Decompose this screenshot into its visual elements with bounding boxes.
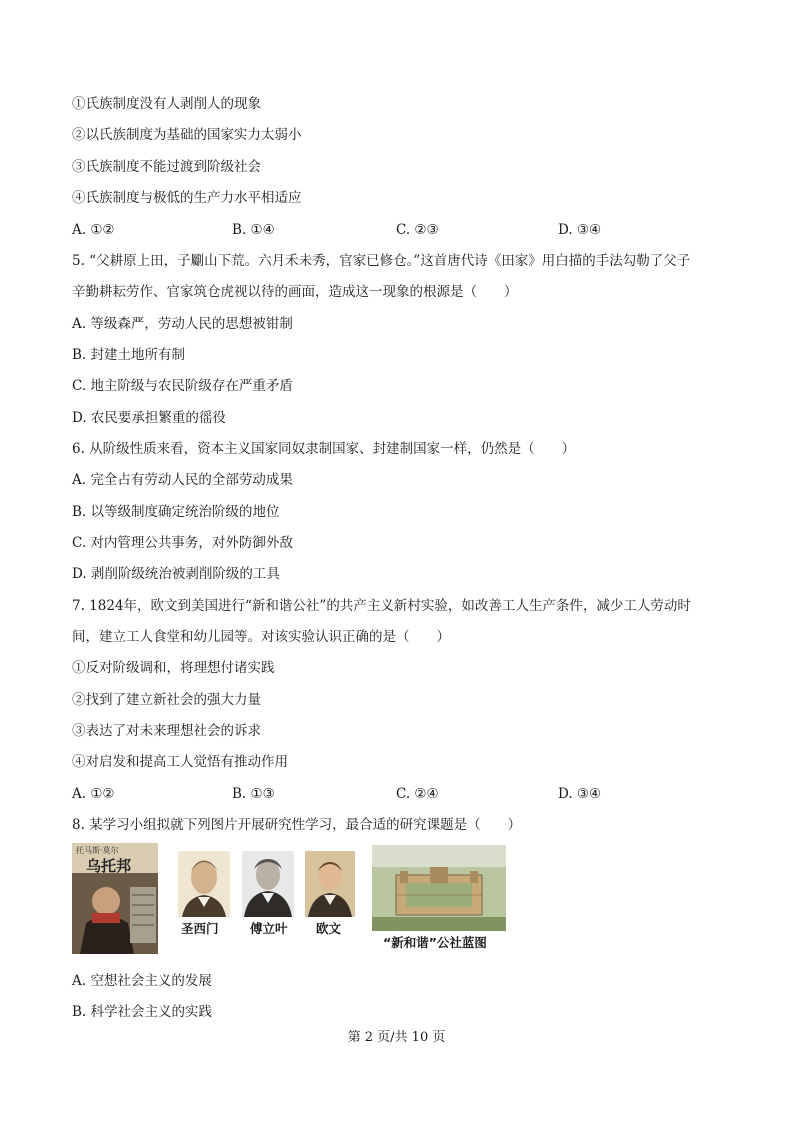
caption-new-harmony-blueprint: “新和谐”公社蓝图 [383, 935, 487, 950]
caption-fourier: 傅立叶 [250, 921, 288, 936]
q6-option-c[interactable]: C. 对内管理公共事务，对外防御外敌 [72, 535, 293, 551]
q7-item-4: ④对启发和提高工人觉悟有推动作用 [72, 754, 288, 770]
book-title-label: 乌托邦 [86, 857, 132, 875]
q8-option-a[interactable]: A. 空想社会主义的发展 [72, 973, 212, 989]
q4-option-b[interactable]: B. ①④ [232, 222, 275, 238]
q5-option-d[interactable]: D. 农民要承担繁重的徭役 [72, 410, 226, 426]
q7-item-3: ③表达了对未来理想社会的诉求 [72, 723, 261, 739]
q5-option-c[interactable]: C. 地主阶级与农民阶级存在严重矛盾 [72, 378, 293, 394]
q5-option-a[interactable]: A. 等级森严，劳动人民的思想被钳制 [72, 316, 293, 332]
q5-stem-line-2: 辛勤耕耘劳作、官家筑仓虎视以待的画面，造成这一现象的根源是（ ） [72, 284, 518, 300]
q8-option-b[interactable]: B. 科学社会主义的实践 [72, 1004, 213, 1020]
q4-option-c[interactable]: C. ②③ [396, 222, 439, 238]
q6-option-d[interactable]: D. 剥削阶级统治被剥削阶级的工具 [72, 566, 280, 582]
q4-item-3: ③氏族制度不能过渡到阶级社会 [72, 159, 261, 175]
q6-option-b[interactable]: B. 以等级制度确定统治阶级的地位 [72, 504, 280, 520]
q4-item-2: ②以氏族制度为基础的国家实力太弱小 [72, 127, 302, 143]
caption-saint-simon: 圣西门 [181, 921, 219, 936]
q8-stem: 8. 某学习小组拟就下列图片开展研究性学习，最合适的研究课题是（ ） [72, 817, 522, 833]
q5-option-b[interactable]: B. 封建土地所有制 [72, 347, 186, 363]
q7-item-2: ②找到了建立新社会的强大力量 [72, 692, 261, 708]
q7-option-a[interactable]: A. ①② [72, 786, 115, 802]
book-author-label: 托马斯·莫尔 [76, 846, 119, 855]
q7-item-1: ①反对阶级调和，将理想付诸实践 [72, 660, 275, 676]
q4-option-a[interactable]: A. ①② [72, 222, 115, 238]
q6-option-a[interactable]: A. 完全占有劳动人民的全部劳动成果 [72, 472, 293, 488]
utopia-book-cover-image [72, 843, 158, 954]
q8-figure-row [72, 843, 512, 955]
q7-stem-line-1: 7. 1824年，欧文到美国进行“新和谐公社”的共产主义新村实验，如改善工人生产条件，减少工人劳动时 [72, 598, 691, 614]
q7-stem-line-2: 间，建立工人食堂和幼儿园等。对该实验认识正确的是（ ） [72, 629, 450, 645]
saint-simon-portrait-image [178, 851, 230, 917]
q4-option-d[interactable]: D. ③④ [558, 222, 602, 238]
owen-portrait-image [305, 851, 355, 917]
q5-stem-line-1: 5. “父耕原上田，子劚山下荒。六月禾未秀，官家已修仓。”这首唐代诗《田家》用白描的手法勾勒了父子 [72, 253, 691, 269]
q7-option-d[interactable]: D. ③④ [558, 786, 602, 802]
fourier-portrait-image [242, 851, 294, 917]
q6-stem: 6. 从阶级性质来看，资本主义国家同奴隶制国家、封建制国家一样，仍然是（ ） [72, 441, 576, 457]
new-harmony-blueprint-image [372, 845, 506, 931]
page-footer: 第 2 页/共 10 页 [347, 1030, 446, 1045]
q4-item-1: ①氏族制度没有人剥削人的现象 [72, 96, 261, 112]
q7-option-b[interactable]: B. ①③ [232, 786, 275, 802]
q7-option-c[interactable]: C. ②④ [396, 786, 439, 802]
q4-item-4: ④氏族制度与极低的生产力水平相适应 [72, 190, 302, 206]
caption-owen: 欧文 [316, 921, 342, 936]
